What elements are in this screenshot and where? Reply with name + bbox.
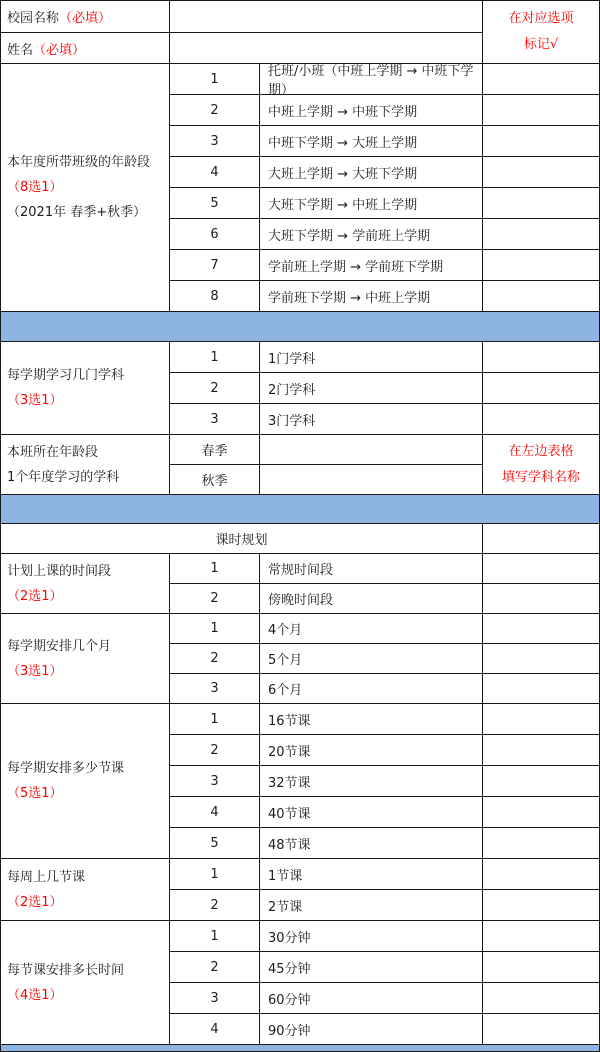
option-row <box>169 827 599 858</box>
schedule-header-row <box>1 523 599 553</box>
mark-instruction-line2: 标记√ <box>523 37 559 52</box>
option-label: 3门学科 <box>259 404 482 434</box>
option-label: 大班下学期 → 学前班上学期 <box>259 219 482 249</box>
check-cell[interactable] <box>482 828 599 858</box>
duration-choice-note: （4选1） <box>7 987 63 1003</box>
lessons-title: 每学期安排多少节课 <box>7 761 125 776</box>
option-label: 40节课 <box>259 797 482 827</box>
option-label: 4个月 <box>259 614 482 643</box>
check-cell[interactable] <box>482 554 599 583</box>
teacher-name-row <box>1 32 482 63</box>
option-label: 中班下学期 → 大班上学期 <box>259 126 482 156</box>
subjects-count-section <box>1 341 599 434</box>
option-number: 2 <box>169 373 259 403</box>
mark-instruction-line1: 在对应选项 <box>508 11 574 26</box>
option-number: 1 <box>169 64 259 94</box>
check-cell[interactable] <box>482 890 599 920</box>
check-cell[interactable] <box>482 157 599 187</box>
option-row <box>169 889 599 920</box>
year-subjects-title-line1: 本班所在年龄段 <box>7 444 99 460</box>
check-cell[interactable] <box>482 524 599 553</box>
option-row <box>169 583 599 613</box>
subject-fill-note-line2: 填写学科名称 <box>501 469 580 485</box>
timeslot-choice-note: （2选1） <box>7 588 63 604</box>
year-subjects-title-line2: 1个年度学习的学科 <box>7 469 120 485</box>
timeslot-title: 计划上课的时间段 <box>7 563 112 579</box>
option-label: 32节课 <box>259 766 482 796</box>
subjects-count-label-cell <box>1 341 169 434</box>
section-divider-bar <box>1 494 599 523</box>
option-row <box>169 734 599 765</box>
teacher-name-label: 姓名 <box>7 42 34 58</box>
option-label: 20节课 <box>259 735 482 765</box>
lessons-choice-note: （5选1） <box>7 786 63 801</box>
option-row <box>169 403 599 434</box>
option-label: 5个月 <box>259 644 482 673</box>
check-cell[interactable] <box>482 373 599 403</box>
school-name-value-cell[interactable] <box>169 1 482 32</box>
option-row <box>169 982 599 1013</box>
option-label: 1门学科 <box>259 342 482 372</box>
weekly-section <box>1 858 599 920</box>
option-number: 4 <box>169 797 259 827</box>
option-row <box>169 553 599 583</box>
check-cell[interactable] <box>482 281 599 311</box>
option-number: 2 <box>169 952 259 982</box>
duration-section <box>1 920 599 1044</box>
duration-label-cell <box>1 920 169 1044</box>
option-row <box>169 125 599 156</box>
timeslot-label-cell <box>1 553 169 613</box>
option-number: 3 <box>169 983 259 1013</box>
subject-fill-cell[interactable] <box>259 465 482 494</box>
check-cell[interactable] <box>482 983 599 1013</box>
check-cell[interactable] <box>482 95 599 125</box>
option-row <box>169 156 599 187</box>
section-divider-bar <box>1 311 599 341</box>
check-cell[interactable] <box>482 219 599 249</box>
school-name-row <box>1 1 482 32</box>
age-year-note: （2021年 春季+秋季） <box>7 205 147 220</box>
check-cell[interactable] <box>482 64 599 94</box>
option-label: 中班上学期 → 中班下学期 <box>259 95 482 125</box>
required-badge: （必填） <box>33 42 86 58</box>
option-row <box>169 249 599 280</box>
option-number: 3 <box>169 674 259 703</box>
header-section <box>1 1 599 63</box>
check-cell[interactable] <box>482 614 599 643</box>
age-section <box>1 63 599 311</box>
option-row <box>169 187 599 218</box>
option-row <box>169 94 599 125</box>
subject-fill-note-cell <box>482 434 599 494</box>
check-cell[interactable] <box>482 404 599 434</box>
required-badge: （必填） <box>59 11 112 26</box>
option-row <box>169 613 599 643</box>
option-label: 学前班下学期 → 中班上学期 <box>259 281 482 311</box>
teacher-name-label-line <box>7 39 85 58</box>
weekly-choice-note: （2选1） <box>7 894 63 910</box>
school-name-label-cell <box>1 1 169 32</box>
option-label: 2节课 <box>259 890 482 920</box>
option-label: 2门学科 <box>259 373 482 403</box>
option-number: 2 <box>169 735 259 765</box>
option-number: 5 <box>169 188 259 218</box>
option-number: 5 <box>169 828 259 858</box>
check-cell[interactable] <box>482 342 599 372</box>
option-label: 傍晚时间段 <box>259 584 482 613</box>
check-cell[interactable] <box>482 584 599 613</box>
option-row <box>169 796 599 827</box>
bottom-bar <box>1 1044 599 1051</box>
check-cell[interactable] <box>482 250 599 280</box>
option-label: 大班下学期 → 中班上学期 <box>259 188 482 218</box>
option-label: 托班/小班（中班上学期 → 中班下学期） <box>259 64 482 94</box>
subjects-choice-note: （3选1） <box>7 393 63 408</box>
school-name-label-line <box>7 7 111 26</box>
season-row <box>169 464 482 494</box>
option-number: 8 <box>169 281 259 311</box>
school-name-label: 校园名称 <box>7 11 60 26</box>
mark-instruction-cell <box>482 1 599 63</box>
duration-title: 每节课安排多长时间 <box>7 962 125 978</box>
option-number: 3 <box>169 126 259 156</box>
option-label: 60分钟 <box>259 983 482 1013</box>
option-label: 30分钟 <box>259 921 482 951</box>
option-row <box>169 341 599 372</box>
option-number: 2 <box>169 890 259 920</box>
option-number: 1 <box>169 614 259 643</box>
subjects-count-title: 每学期学习几门学科 <box>7 368 125 383</box>
option-label: 6个月 <box>259 674 482 703</box>
option-number: 2 <box>169 644 259 673</box>
check-cell[interactable] <box>482 766 599 796</box>
option-number: 1 <box>169 342 259 372</box>
option-number: 1 <box>169 921 259 951</box>
timeslot-section <box>1 553 599 613</box>
age-choice-note: （8选1） <box>7 180 63 195</box>
check-cell[interactable] <box>482 126 599 156</box>
option-number: 4 <box>169 1014 259 1044</box>
season-label-autumn: 秋季 <box>169 465 259 494</box>
option-number: 3 <box>169 766 259 796</box>
option-number: 3 <box>169 404 259 434</box>
year-subjects-section <box>1 434 599 494</box>
option-label: 学前班上学期 → 学前班下学期 <box>259 250 482 280</box>
teacher-name-label-cell <box>1 33 169 63</box>
check-cell[interactable] <box>482 797 599 827</box>
age-section-label-cell <box>1 63 169 311</box>
age-section-title: 本年度所带班级的年龄段 <box>7 155 151 170</box>
months-label-cell <box>1 613 169 703</box>
weekly-title: 每周上几节课 <box>7 869 86 885</box>
option-label: 48节课 <box>259 828 482 858</box>
season-row <box>169 434 482 464</box>
option-row <box>169 63 599 98</box>
option-label: 16节课 <box>259 704 482 734</box>
teacher-name-value-cell[interactable] <box>169 33 482 63</box>
option-number: 1 <box>169 704 259 734</box>
lessons-label-cell <box>1 703 169 858</box>
option-row <box>169 673 599 703</box>
lessons-section <box>1 703 599 858</box>
schedule-title: 课时规划 <box>215 533 268 548</box>
subject-fill-cell[interactable] <box>259 435 482 464</box>
months-choice-note: （3选1） <box>7 663 63 679</box>
subject-fill-note-line1: 在左边表格 <box>508 443 574 459</box>
option-row <box>169 858 599 889</box>
option-row <box>169 951 599 982</box>
check-cell[interactable] <box>482 674 599 703</box>
option-row <box>169 765 599 796</box>
option-number: 6 <box>169 219 259 249</box>
check-cell[interactable] <box>482 952 599 982</box>
check-cell[interactable] <box>482 921 599 951</box>
months-section <box>1 613 599 703</box>
season-label-spring: 春季 <box>169 435 259 464</box>
option-label: 大班上学期 → 大班下学期 <box>259 157 482 187</box>
weekly-label-cell <box>1 858 169 920</box>
option-number: 2 <box>169 95 259 125</box>
option-label: 常规时间段 <box>259 554 482 583</box>
option-number: 1 <box>169 859 259 889</box>
option-row <box>169 703 599 734</box>
check-cell[interactable] <box>482 1014 599 1044</box>
option-row <box>169 280 599 311</box>
option-label: 45分钟 <box>259 952 482 982</box>
check-cell[interactable] <box>482 735 599 765</box>
option-row <box>169 1013 599 1044</box>
option-row <box>169 372 599 403</box>
check-cell[interactable] <box>482 188 599 218</box>
check-cell[interactable] <box>482 644 599 673</box>
year-subjects-label-cell <box>1 434 169 494</box>
option-number: 4 <box>169 157 259 187</box>
option-row <box>169 643 599 673</box>
option-label: 1节课 <box>259 859 482 889</box>
months-title: 每学期安排几个月 <box>7 638 112 654</box>
option-row <box>169 218 599 249</box>
option-label: 90分钟 <box>259 1014 482 1044</box>
option-number: 1 <box>169 554 259 583</box>
check-cell[interactable] <box>482 704 599 734</box>
option-row <box>169 920 599 951</box>
option-number: 7 <box>169 250 259 280</box>
check-cell[interactable] <box>482 859 599 889</box>
option-number: 2 <box>169 584 259 613</box>
